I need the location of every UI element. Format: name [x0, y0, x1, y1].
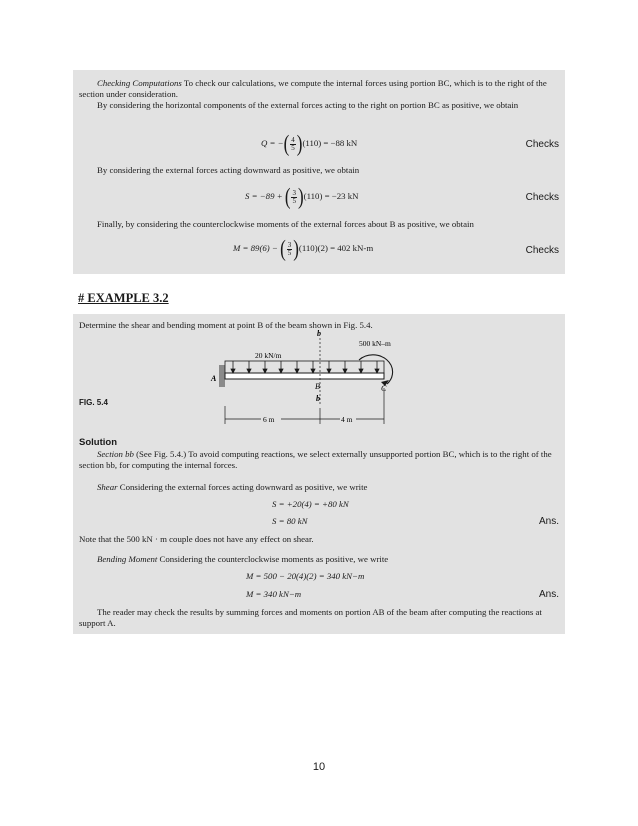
eq-s-lhs: S = −89 + — [245, 191, 283, 202]
example-heading: # EXAMPLE 3.2 — [78, 291, 169, 305]
checking-computations-box — [73, 70, 565, 274]
eq-s-num: 3 — [292, 188, 296, 197]
eq-q-num: 4 — [291, 135, 295, 144]
eq-m-num: 3 — [287, 240, 292, 249]
section-bb-heading: Section bb — [97, 449, 134, 459]
fixed-support-icon — [219, 365, 225, 387]
moment-label: 500 kN–m — [359, 339, 391, 348]
example-box — [73, 314, 565, 634]
beam-figure — [209, 328, 439, 438]
checking-heading: Checking Computations — [97, 78, 182, 88]
eq-m-lhs: M = 89(6) − — [233, 243, 278, 254]
dimension-lines — [225, 388, 384, 424]
shear-text: Considering the external forces acting downward as positive, we write — [117, 482, 368, 492]
problem-statement: Determine the shear and bending moment at point B of the beam shown in Fig. 5.4. — [79, 320, 373, 330]
eq-m-rhs: (110)(2) = 402 kN-m — [298, 243, 374, 254]
eq-q-den: 5 — [291, 143, 295, 152]
eq-q-lhs: Q = − — [261, 138, 284, 149]
ans-label-shear: Ans. — [538, 516, 559, 527]
bending-heading: Bending Moment — [97, 554, 158, 564]
equation-m: M = 89(6) − ( $\frac{3}{5}$ )(110)(2) = 402 kN-m — [233, 235, 374, 262]
equation-shear-1: S = +20(4) = +80 kN — [272, 499, 349, 509]
beam — [225, 373, 384, 379]
checks-label-m: Checks — [525, 245, 559, 256]
dim-left-label: 6 m — [263, 415, 275, 424]
equation-s: S = −89 + ( $\frac{3}{5}$ )(110) = −23 kN — [245, 183, 359, 210]
bending-paragraph — [97, 554, 557, 565]
section-label-bottom: b — [316, 394, 320, 403]
checks-label-q: Checks — [525, 139, 559, 150]
section-paragraph — [79, 449, 559, 471]
page-number: 10 — [312, 761, 326, 773]
ans-label-moment: Ans. — [538, 589, 559, 600]
point-b-label: B — [315, 382, 320, 391]
section-label-top: b — [317, 329, 321, 338]
final-paragraph: The reader may check the results by summing forces and moments on portion AB of the beam after computing the reactions at support A. — [79, 607, 542, 628]
figure-label: FIG. 5.4 — [79, 398, 108, 407]
load-arrows — [231, 361, 379, 373]
eq-s-rhs: (110) = −23 kN — [303, 191, 359, 202]
shear-heading: Shear — [97, 482, 118, 492]
downward-paragraph: By considering the external forces acting downward as positive, we obtain — [97, 165, 360, 175]
moment-paragraph: Finally, by considering the counterclockwise moments of the external forces about B as positive, we obtain — [97, 219, 474, 229]
point-c-label: C — [381, 384, 387, 393]
checks-label-s: Checks — [525, 192, 559, 203]
equation-moment-2: M = 340 kN−m — [246, 589, 302, 599]
checking-text: To check our calculations, we compute the internal forces using portion BC, which is to the right of the section under consideration. — [79, 78, 547, 99]
checking-paragraph — [79, 78, 559, 100]
horizontal-paragraph: By considering the horizontal components of the external forces acting to the right on portion BC as positive, we obtain — [97, 100, 519, 110]
eq-m-den: 5 — [287, 248, 292, 257]
shear-paragraph — [97, 482, 557, 493]
dim-right-label: 4 m — [341, 415, 353, 424]
load-label: 20 kN/m — [255, 351, 282, 360]
eq-q-rhs: (110) = −88 kN — [302, 138, 358, 149]
note-paragraph: Note that the 500 kN · m couple does not have any effect on shear. — [79, 534, 314, 544]
eq-s-den: 5 — [292, 196, 296, 205]
equation-moment-1: M = 500 − 20(4)(2) = 340 kN−m — [246, 571, 365, 581]
section-bb-text: (See Fig. 5.4.) To avoid computing reactions, we select externally unsupported portion BC, which is to the right of the section bb, for computing the internal forces. — [79, 449, 552, 470]
solution-heading: Solution — [79, 437, 117, 448]
equation-q: Q = −( $\frac{4}{5}$ )(110) = −88 kN — [261, 130, 358, 157]
equation-shear-2: S = 80 kN — [272, 516, 308, 526]
point-a-label: A — [211, 374, 217, 383]
bending-text: Considering the counterclockwise moments as positive, we write — [157, 554, 389, 564]
